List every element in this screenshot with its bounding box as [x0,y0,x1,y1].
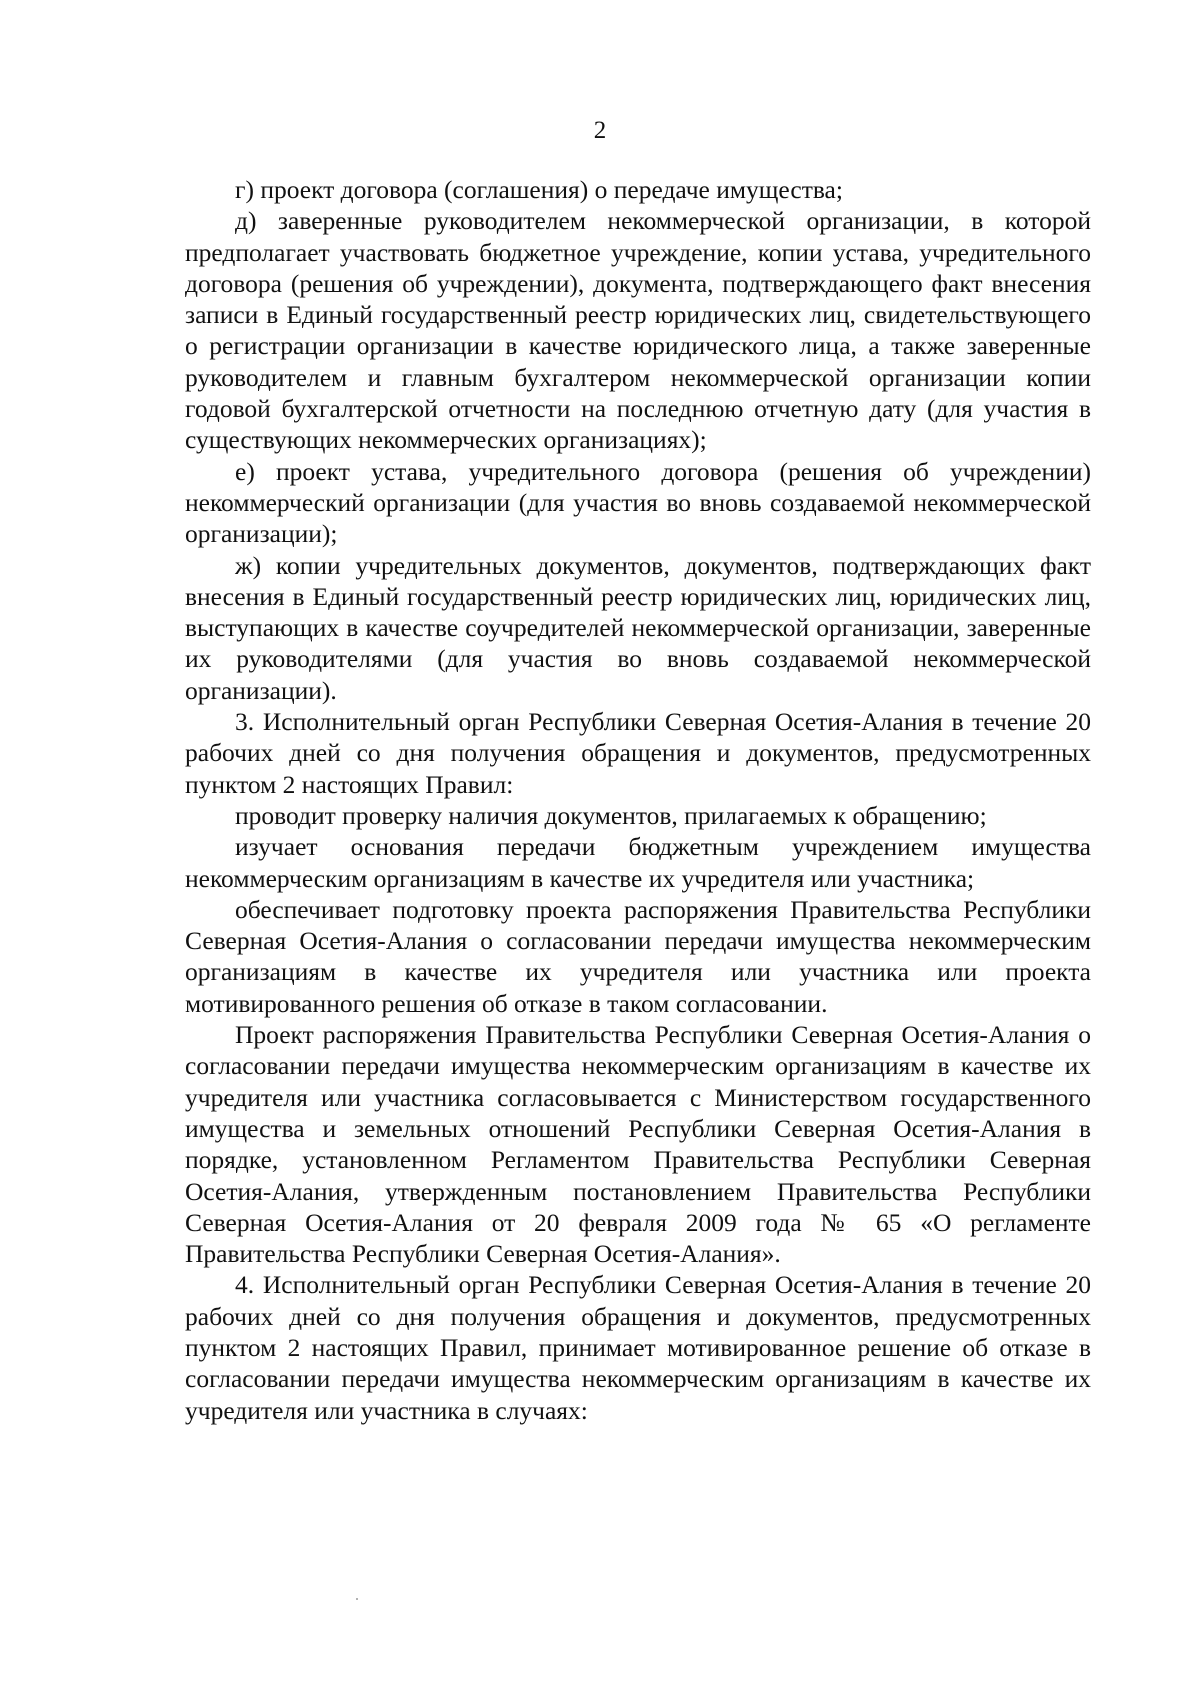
scan-artifact-dot [356,1598,358,1600]
paragraph-item-4: 4. Исполнительный орган Республики Северная Осетия-Алания в течение 20 рабочих дней со дня получения обращения и документов, предусмотренных пунктом 2 настоящих Правил, принимает мотивированное решение об отказе в согласовании передачи имущества некоммерческим организациям в качестве их учредителя или участника в случаях: [185,1270,1091,1425]
paragraph-d-certified-copies: д) заверенные руководителем некоммерческой организации, в которой предполагает участвовать бюджетное учреждение, копии устава, учредительного договора (решения об учреждении), документа, подтверждающего факт внесения записи в Единый государственный реестр юридических лиц, свидетельствующего о регистрации организации в качестве юридического лица, а также заверенные руководителем и главным бухгалтером некоммерческой организации копии годовой бухгалтерской отчетности на последнюю отчетную дату (для участия в существующих некоммерческих организациях); [185,206,1091,455]
paragraph-draft-approval: Проект распоряжения Правительства Республики Северная Осетия-Алания о согласовании передачи имущества некоммерческим организациям в качестве их учредителя или участника согласовывается с Министерством государственного имущества и земельных отношений Республики Северная Осетия-Алания в порядке, установленном Регламентом Правительства Республики Северная Осетия-Алания, утвержденным постановлением Правительства Республики Северная Осетия-Алания от 20 февраля 2009 года № 65 «О регламенте Правительства Республики Северная Осетия-Алания». [185,1020,1091,1269]
paragraph-item-3: 3. Исполнительный орган Республики Северная Осетия-Алания в течение 20 рабочих дней со дня получения обращения и документов, предусмотренных пунктом 2 настоящих Правил: [185,707,1091,799]
paragraph-item-3-prepare: обеспечивает подготовку проекта распоряжения Правительства Республики Северная Осетия-Алания о согласовании передачи имущества некоммерческим организациям в качестве их учредителя или участника или проекта мотивированного решения об отказе в таком согласовании. [185,894,1091,1018]
paragraph-item-3-check: проводит проверку наличия документов, прилагаемых к обращению; [235,800,987,830]
paragraph-g-agreement-draft: г) проект договора (соглашения) о передаче имущества; [235,175,843,204]
paragraph-zh-founding-documents: ж) копии учредительных документов, документов, подтверждающих факт внесения в Единый государственный реестр юридических лиц, юридических лиц, выступающих в качестве соучредителей некоммерческой организации, заверенные их руководителями (для участия во вновь создаваемой некоммерческой организации). [185,550,1091,705]
paragraph-e-charter-draft: е) проект устава, учредительного договора (решения об учреждении) некоммерческий организации (для участия во вновь создаваемой некоммерческой организации); [185,456,1091,549]
paragraph-item-3-study: изучает основания передачи бюджетным учреждением имущества некоммерческим организациям в качестве их учредителя или участника; [185,832,1091,893]
document-body [185,174,1091,1426]
page-number: 2 [593,117,607,144]
